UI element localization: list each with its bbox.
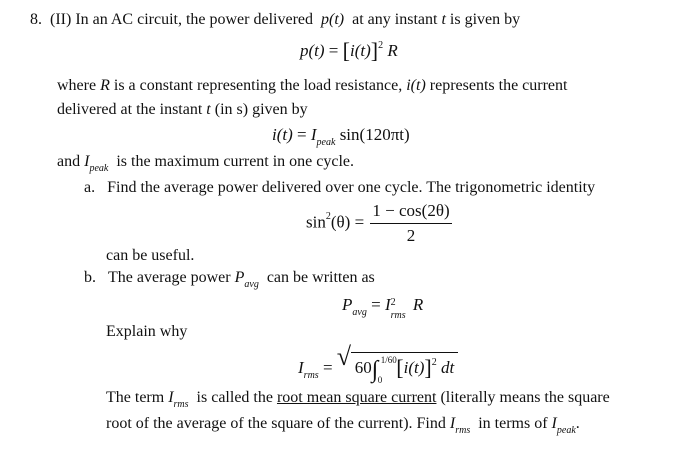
current-equation xyxy=(272,124,410,149)
var-R: R xyxy=(100,77,110,94)
eq4-rms: rms xyxy=(303,370,319,381)
and-I: I xyxy=(84,153,90,170)
part-b-marker: b. xyxy=(84,269,96,286)
eq2-sign: = xyxy=(297,125,307,144)
trig-numerator: 1 − cos(2θ) xyxy=(370,200,451,224)
and-text-b: is the maximum current in one cycle. xyxy=(116,153,355,170)
part-a-useful xyxy=(106,246,194,266)
eq2-peak: peak xyxy=(316,137,336,148)
problem-level: (II) xyxy=(50,11,72,28)
lower-limit: 0 xyxy=(377,375,383,385)
where-line xyxy=(57,76,567,96)
term-I: I xyxy=(168,389,174,406)
root-I: I xyxy=(449,415,456,432)
trig-exp: 2 xyxy=(325,211,331,223)
var-i-of-t: i(t) xyxy=(406,77,426,94)
eq3-I: I xyxy=(384,295,391,314)
eq3-rms: rms xyxy=(390,310,406,321)
var-t: t xyxy=(441,11,446,28)
and-text: and xyxy=(57,153,81,170)
problem-number: 8. xyxy=(30,11,42,28)
eq2-i-of-t: i(t) xyxy=(272,125,293,144)
sqrt-body: 60∫ 1/60 0 $[i(t)]^2$ dt xyxy=(351,352,458,382)
part-b-P: P xyxy=(234,269,245,286)
eq2-I: I xyxy=(310,125,317,144)
trig-identity xyxy=(306,200,452,247)
delivered-text: delivered at the instant xyxy=(57,101,203,118)
integral-sign: ∫ xyxy=(371,357,379,383)
eq4-sixty: 60 xyxy=(354,358,372,377)
intro-text-c: is given by xyxy=(449,11,521,28)
eq4-I: I xyxy=(298,358,304,377)
root-line xyxy=(106,414,580,436)
sqrt-sign: √ xyxy=(336,342,352,371)
intro-text-b: at any instant xyxy=(352,11,438,28)
eq3-sign: = xyxy=(371,295,381,314)
and-line xyxy=(57,152,354,174)
delivered-text-b: (in s) given by xyxy=(214,101,308,118)
where-text: where xyxy=(57,77,97,94)
eq3-exp: 2 xyxy=(390,297,396,308)
term-underlined: root mean square current xyxy=(276,389,437,406)
root-peak: peak xyxy=(556,425,576,436)
root-text-b: in terms of xyxy=(478,415,548,432)
trig-fraction xyxy=(370,200,451,247)
eq4-dt: dt xyxy=(440,358,455,377)
part-b-avg: avg xyxy=(244,279,259,290)
term-rms: rms xyxy=(173,399,189,410)
part-a-useful-text: can be useful. xyxy=(106,247,195,264)
trig-theta: (θ) xyxy=(330,212,351,232)
var-t-2: t xyxy=(206,101,211,118)
eq-i-of-t: i(t) xyxy=(349,41,371,60)
part-b-line xyxy=(84,268,375,290)
term-text-a: The term xyxy=(106,389,165,406)
eq3-P: P xyxy=(342,295,353,314)
eq2-sin: sin(120πt) xyxy=(339,125,410,144)
part-a-marker: a. xyxy=(84,179,96,196)
upper-limit: 1/60 xyxy=(380,355,397,365)
problem-intro-line xyxy=(30,10,520,30)
eq-sign: = xyxy=(328,41,339,60)
root-period: . xyxy=(575,415,580,432)
term-text-c: (literally means the square xyxy=(440,389,610,406)
eq3-R: R xyxy=(412,295,424,314)
explain-text: Explain why xyxy=(106,323,188,340)
exp-two: 2 xyxy=(378,40,384,51)
delivered-line xyxy=(57,100,308,120)
root-I-peak: I xyxy=(551,415,557,432)
eq4-exp: 2 xyxy=(431,357,437,368)
eq-p-of-t: p(t) xyxy=(300,41,325,60)
trig-sin: sin xyxy=(306,212,326,232)
part-a-line xyxy=(84,178,595,198)
term-text-b: is called the xyxy=(196,389,273,406)
trig-eq: = xyxy=(354,212,365,232)
where-text-b: is a constant representing the load resistance, xyxy=(113,77,403,94)
where-text-c: represents the current xyxy=(429,77,568,94)
part-a-text: Find the average power delivered over one cycle. The trigonometric identity xyxy=(107,179,596,196)
explain-line xyxy=(106,322,187,342)
eq4-sign: = xyxy=(322,358,333,377)
root-rms: rms xyxy=(455,425,471,436)
avg-power-equation xyxy=(342,294,423,319)
intro-text: In an AC circuit, the power delivered xyxy=(75,11,314,28)
eq-R: R xyxy=(387,41,398,60)
part-b-text-b: can be written as xyxy=(266,269,375,286)
and-peak: peak xyxy=(89,163,109,174)
root-text: root of the average of the square of the current). Find xyxy=(106,415,446,432)
term-line xyxy=(106,388,610,410)
eq4-i-of-t: i(t) xyxy=(403,358,425,377)
trig-denominator: 2 xyxy=(406,226,416,245)
rms-equation xyxy=(298,342,458,385)
part-b-text: The average power xyxy=(108,269,231,286)
sqrt xyxy=(336,342,458,385)
p-of-t: p(t) xyxy=(321,11,345,28)
eq3-avg: avg xyxy=(352,307,367,318)
power-equation: $p(t) = [i(t)]^2$ R xyxy=(300,38,398,63)
